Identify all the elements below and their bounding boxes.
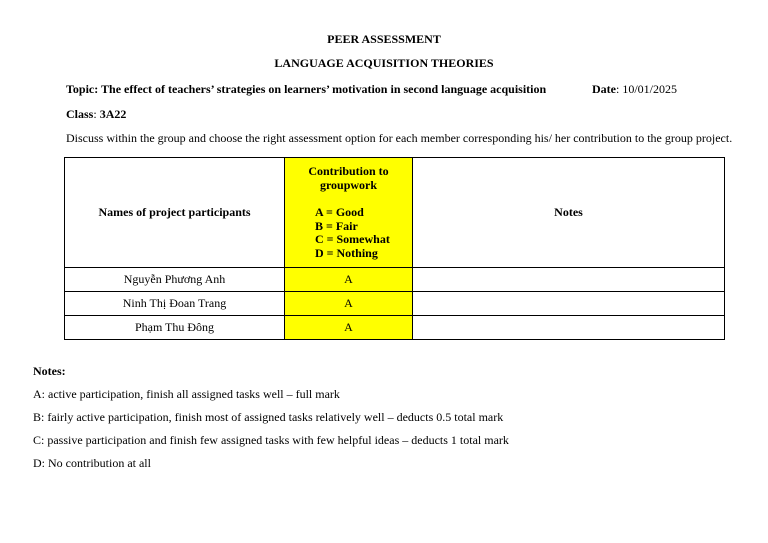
- participant-note[interactable]: [413, 268, 725, 292]
- table-row: [65, 268, 725, 292]
- date-value: : 10/01/2025: [616, 82, 678, 96]
- date-line: [592, 82, 677, 97]
- document-title: PEER ASSESSMENT: [327, 32, 441, 46]
- header-names: Names of project participants: [65, 158, 285, 268]
- header-contribution: [285, 158, 413, 268]
- topic-value: The effect of teachers’ strategies on learners’ motivation in second language acquisition: [101, 82, 547, 96]
- participant-name: Nguyễn Phương Anh: [65, 268, 285, 292]
- participant-grade[interactable]: A: [285, 292, 413, 316]
- header-notes: Notes: [413, 158, 725, 268]
- date-label: Date: [592, 82, 616, 96]
- notes-heading: Notes:: [33, 364, 66, 378]
- class-line: Class: 3A22: [66, 107, 127, 121]
- participant-name: Ninh Thị Đoan Trang: [65, 292, 285, 316]
- note-item-b: B: fairly active participation, finish most of assigned tasks relatively well – deducts 0.5 total mark: [33, 410, 504, 424]
- note-item-a: A: active participation, finish all assigned tasks well – full mark: [33, 387, 340, 401]
- participant-note[interactable]: [413, 292, 725, 316]
- note-item-c: C: passive participation and finish few assigned tasks with few helpful ideas – deducts 1 total mark: [33, 433, 509, 447]
- participant-grade[interactable]: A: [285, 268, 413, 292]
- scale-item: B = Fair: [315, 218, 358, 233]
- participant-grade[interactable]: A: [285, 316, 413, 340]
- scale-item: C = Somewhat: [315, 232, 390, 246]
- topic-label: Topic:: [66, 82, 99, 96]
- contribution-title-line2: groupwork: [319, 177, 378, 192]
- topic-line: [66, 82, 546, 97]
- assessment-table: [64, 157, 725, 340]
- class-value: 3A22: [99, 107, 127, 121]
- document-subtitle: LANGUAGE ACQUISITION THEORIES: [274, 56, 494, 70]
- contribution-title-line1: Contribution to: [308, 164, 389, 178]
- table-row: [65, 292, 725, 316]
- participant-name: Phạm Thu Đông: [65, 316, 285, 340]
- class-label: Class: [66, 107, 94, 121]
- table-header-row: [65, 158, 725, 268]
- instructions: Discuss within the group and choose the right assessment option for each member corresponding his/ her contribution to the group project.: [66, 131, 733, 145]
- note-item-d: D: No contribution at all: [33, 456, 151, 470]
- participant-note[interactable]: [413, 316, 725, 340]
- scale-item: D = Nothing: [315, 245, 378, 260]
- table-row: [65, 316, 725, 340]
- scale-item: A = Good: [315, 205, 364, 219]
